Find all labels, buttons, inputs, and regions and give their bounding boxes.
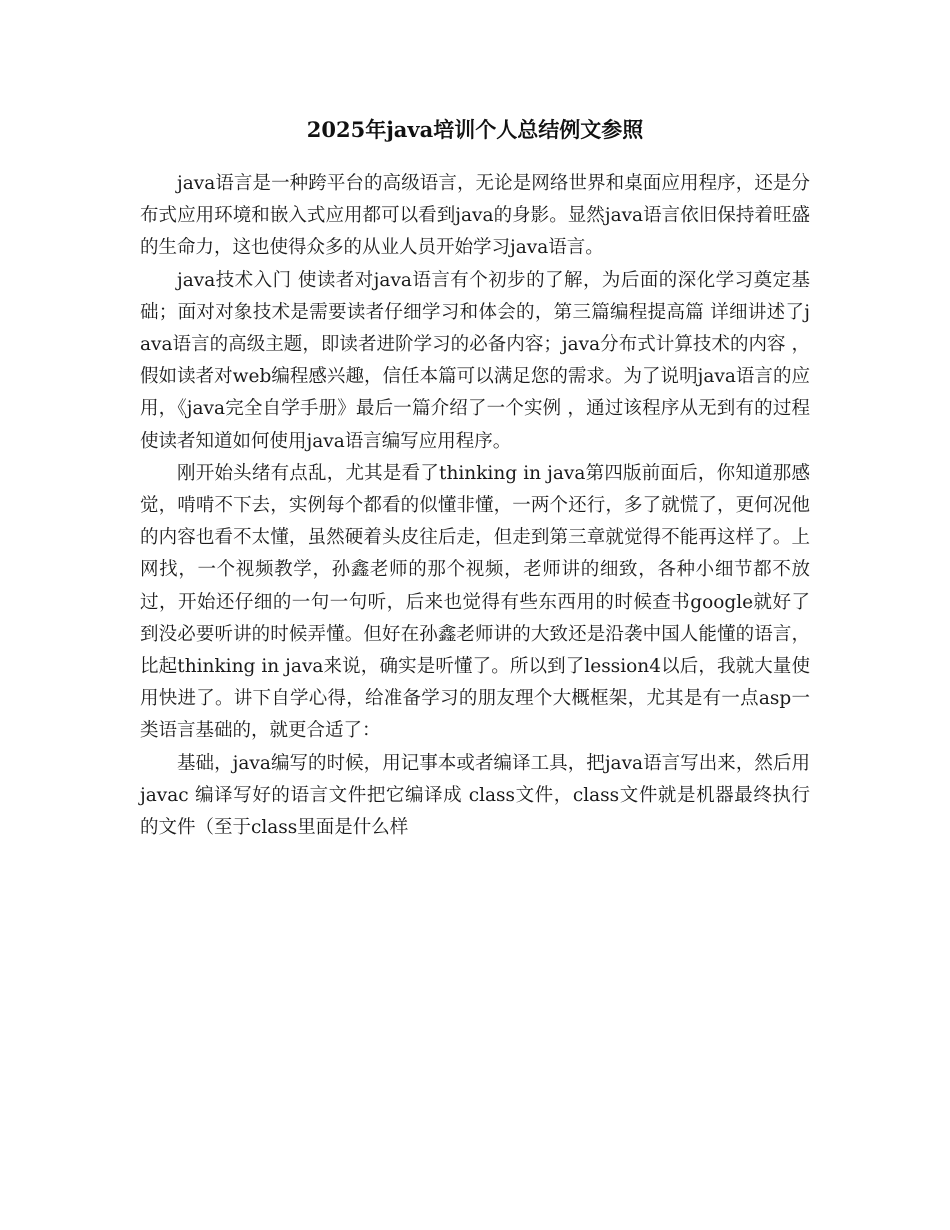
paragraph-intro: java语言是一种跨平台的高级语言，无论是网络世界和桌面应用程序，还是分布式应用环境和嵌入式应用都可以看到java的身影。显然java语言依旧保持着旺盛的生命力，这也使得众多的从业人员开始学习java语言。	[140, 173, 810, 259]
paragraph-book-overview: java技术入门 使读者对java语言有个初步的了解，为后面的深化学习奠定基础；面对对象技术是需要读者仔细学习和体会的，第三篇编程提高篇 详细讲述了java语言的高级主题，即读者进阶学习的必备内容；java分布式计算技术的内容 ，假如读者对web编程感兴趣，信任本篇可以满足您的需求。为了说明java语言的应用，《java完全自学手册》最后一篇介绍了一个实例 ，通过该程序从无到有的过程使读者知道如何使用java语言编写应用程序。	[140, 269, 810, 452]
document-title: 2025年java培训个人总结例文参照	[306, 117, 644, 142]
paragraph-basics: 基础，java编写的时候，用记事本或者编译工具，把java语言写出来，然后用javac 编译写好的语言文件把它编译成 class文件，class文件就是机器最终执行的文件（至于class里面是什么样	[140, 752, 810, 839]
document-body	[140, 168, 810, 844]
paragraph-learning-experience: 刚开始头绪有点乱，尤其是看了thinking in java第四版前面后，你知道那感觉，啃啃不下去，实例每个都看的似懂非懂，一两个还行，多了就慌了，更何况他的内容也看不太懂，虽然硬着头皮往后走，但走到第三章就觉得不能再这样了。上网找，一个视频教学，孙鑫老师的那个视频，老师讲的细致，各种小细节都不放过，开始还仔细的一句一句听，后来也觉得有些东西用的时候查书google就好了到没必要听讲的时候弄懂。但好在孙鑫老师讲的大致还是沿袭中国人能懂的语言，比起thinking in java来说，确实是听懂了。所以到了lession4以后，我就大量使用快进了。讲下自学心得，给准备学习的朋友理个大概框架，尤其是有一点asp一类语言基础的，就更合适了：	[140, 462, 810, 742]
